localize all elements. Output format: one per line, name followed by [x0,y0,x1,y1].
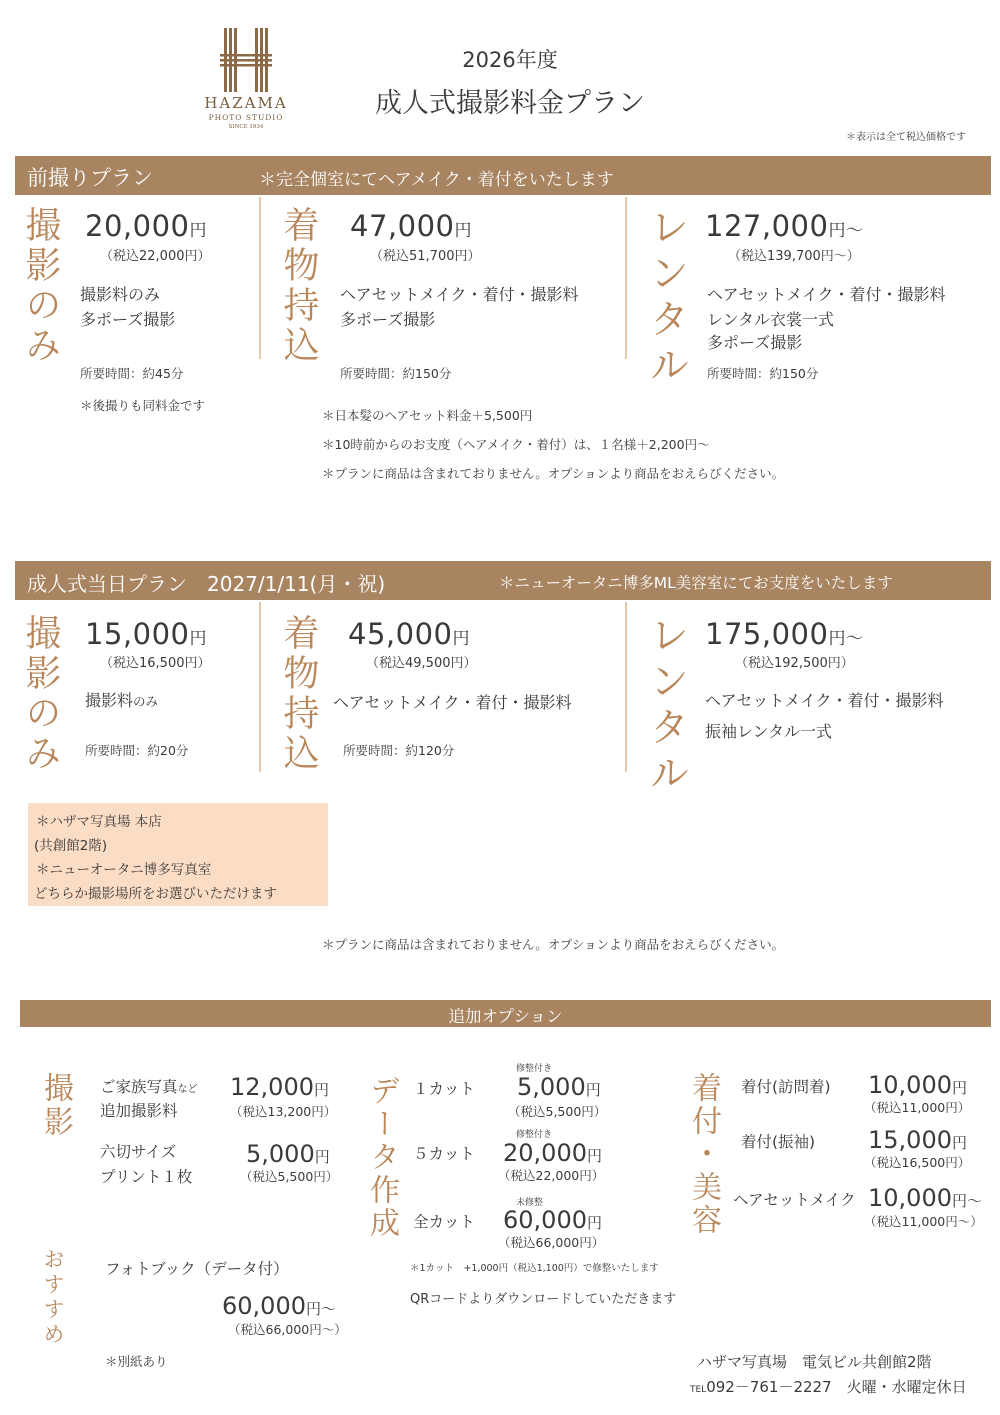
opt-dress-item2-tax: （税込16,500円） [864,1155,971,1170]
opt-data-note-2: QRコードよりダウンロードしていただきます [410,1292,677,1307]
pre-col2-price-value: 47,000 [350,209,455,243]
day-plan-band [15,561,991,600]
day-col1-line-main: 撮影料 [85,691,134,710]
opt-recommend-tax: （税込66,000円～） [228,1322,347,1337]
opt-photo-item1-name1-small: など [177,1084,198,1095]
logo [196,28,296,132]
opt-dress-item1-price-unit: 円 [951,1079,967,1097]
day-col2-label: 着物持込 [278,614,319,774]
opt-dress-item1-price [868,1071,967,1099]
day-col2-price-value: 45,000 [348,617,453,651]
opt-data-item1-price [517,1073,601,1101]
day-col3-price-value: 175,000 [705,617,829,651]
pre-col1-time: 所要時間：約45分 [80,366,184,381]
opt-data-item1-name: １カット [413,1080,475,1098]
day-col3-tax: （税込192,500円） [735,656,854,671]
day-col3-line2: 振袖レンタル一式 [705,722,832,741]
pre-col2-time: 所要時間：約150分 [340,366,452,381]
pre-col1-label: 撮影のみ [20,206,61,366]
pre-col1-price [85,209,207,243]
opt-dress-item1-tax: （税込11,000円） [864,1100,971,1115]
opt-dress-item3-price-unit: 円～ [951,1192,982,1210]
opt-photo-item2-price-unit: 円 [314,1148,330,1166]
opt-photo-item2-price-value: 5,000 [246,1140,315,1168]
pre-plan-title: 前撮りプラン [27,166,153,190]
opt-data-item3-tag: 未修整 [516,1198,544,1208]
pre-col1-line2: 多ポーズ撮影 [80,310,176,329]
pre-col3-tax: （税込139,700円～） [728,249,860,264]
pre-col1-tax: （税込22,000円） [100,249,211,264]
day-col3-line1: ヘアセットメイク・着付・撮影料 [705,691,944,710]
opt-photo-item2-price [246,1140,330,1168]
pre-col3-line2: レンタル衣裳一式 [707,310,834,329]
opt-data-item2-tag: 修整付き [516,1130,553,1140]
opt-photo-item1-price [230,1073,329,1101]
day-col1-label: 撮影のみ [20,614,61,774]
opt-photo-item1-tax: （税込13,200円） [230,1104,337,1119]
pre-col2-label: 着物持込 [278,206,319,366]
day-col1-price-value: 15,000 [85,617,190,651]
opt-photo-item1-name2: 追加撮影料 [100,1102,178,1120]
pre-col1-price-value: 20,000 [85,209,190,243]
day-col1-line-small: のみ [133,694,159,709]
opt-dress-item1-name: 着付(訪問着) [741,1078,831,1096]
opt-data-item1-price-value: 5,000 [517,1073,586,1101]
opt-data-item2-name: ５カット [413,1145,475,1163]
tax-note: ＊表示は全て税込価格です [846,132,966,143]
opt-dress-item3-name: ヘアセットメイク [733,1191,856,1209]
pre-col3-time: 所要時間：約150分 [707,366,819,381]
opt-data-note-1: ＊1カット +1,000円（税込1,100円）で修整いたします [410,1263,659,1274]
day-col3-label: レンタル [643,614,689,798]
pre-note-3: ＊プランに商品は含まれておりません。オプションより商品をおえらびください。 [322,466,785,481]
opt-photo-item1-name1 [100,1075,198,1097]
pre-plan-band [15,156,991,195]
opt-data-item3-price-value: 60,000 [503,1206,587,1234]
day-col3-price-unit: 円～ [828,629,864,649]
opt-photo-item1-price-value: 12,000 [230,1073,314,1101]
opt-photo-item2-name1: 六切サイズ [100,1143,177,1161]
opt-dress-item3-price-value: 10,000 [868,1184,952,1212]
opt-photo-item1-price-unit: 円 [313,1081,329,1099]
opt-data-label: データ作成 [364,1075,399,1240]
opt-data-item2-price-value: 20,000 [503,1139,587,1167]
day-col2-price-unit: 円 [452,629,470,649]
day-col1-time: 所要時間：約20分 [85,743,189,758]
options-title: 追加オプション [448,1007,563,1026]
day-col2-tax: （税込49,500円） [366,656,477,671]
day-col3-price [705,617,863,651]
pre-col1-line1: 撮影料のみ [80,285,161,304]
day-col1-tax: （税込16,500円） [100,656,211,671]
opt-data-item1-tax: （税込5,500円） [508,1104,607,1119]
opt-dress-item2-name: 着付(振袖) [741,1133,816,1151]
logo-since: SINCE 1934 [228,124,264,130]
logo-mark-icon [196,28,296,92]
opt-photo-item2-name2: プリント１枚 [100,1168,193,1186]
opt-dress-item2-price-value: 15,000 [868,1126,952,1154]
opt-data-item1-tag: 修整付き [516,1064,553,1074]
logo-name: HAZAMA [204,94,288,112]
pre-col3-line3: 多ポーズ撮影 [707,333,803,352]
location-line-3: ＊ニューオータニ博多写真室 [36,862,212,878]
opt-data-item2-tax: （税込22,000円） [498,1168,605,1183]
pre-col1-extra: ＊後撮りも同料金です [80,398,206,413]
location-line-4: どちらか撮影場所をお選びいただけます [34,886,277,902]
pre-col3-line1: ヘアセットメイク・着付・撮影料 [707,285,946,304]
pre-col2-price-unit: 円 [454,221,472,241]
opt-dress-item2-price [868,1126,967,1154]
day-plan-note: ＊ニューオータニ博多ML美容室にてお支度をいたします [499,574,893,592]
footer-tel-label: TEL [690,1385,707,1395]
footer-closed: 火曜・水曜定休日 [846,1378,967,1396]
footer-tel: 092－761－2227 [706,1378,832,1396]
day-col2-price [348,617,470,651]
logo-sub: PHOTO STUDIO [208,113,284,122]
opt-recommend-name: フォトブック（データ付） [105,1260,289,1278]
options-band [20,1000,991,1027]
opt-data-item3-name: 全カット [413,1213,475,1231]
opt-data-item1-price-unit: 円 [585,1081,601,1099]
opt-recommend-price [222,1292,336,1320]
day-divider-1 [259,602,261,772]
opt-dress-label: 着付・美容 [686,1072,721,1237]
opt-dress-item3-tax: （税込11,000円～） [864,1214,983,1229]
pre-col2-line1: ヘアセットメイク・着付・撮影料 [340,285,579,304]
pre-divider-1 [259,197,261,359]
opt-dress-item3-price [868,1184,982,1212]
opt-data-item3-price [503,1206,602,1234]
pre-note-2: ＊10時前からのお支度（ヘアメイク・着付）は、１名様＋2,200円～ [322,437,710,452]
pre-plan-note: ＊完全個室にてヘアメイク・着付をいたします [259,170,614,190]
opt-recommend-note: ＊別紙あり [105,1354,168,1369]
location-line-1: ＊ハザマ写真場 本店 [36,814,162,830]
opt-photo-item1-name1-main: ご家族写真 [100,1078,178,1096]
pre-col2-price [350,209,472,243]
day-col1-line [85,688,158,714]
header-year: 2026年度 [462,48,558,72]
day-col1-price-unit: 円 [189,629,207,649]
pre-col2-line2: 多ポーズ撮影 [340,310,436,329]
footer-address: ハザマ写真場 電気ビル共創館2階 [697,1353,932,1371]
pre-col1-price-unit: 円 [189,221,207,241]
pre-col3-price-value: 127,000 [705,209,829,243]
opt-recommend-price-unit: 円～ [305,1300,336,1318]
pre-note-1: ＊日本髪のヘアセット料金＋5,500円 [322,408,533,423]
opt-recommend-label: おすすめ [41,1248,65,1348]
day-divider-2 [625,602,627,772]
pre-divider-2 [625,197,627,359]
opt-data-item3-tax: （税込66,000円） [498,1235,605,1250]
opt-data-item2-price [503,1139,602,1167]
opt-dress-item2-price-unit: 円 [951,1134,967,1152]
pre-col2-tax: （税込51,700円） [370,249,481,264]
pre-col3-label: レンタル [643,206,689,390]
opt-data-item2-price-unit: 円 [586,1147,602,1165]
day-col2-line1: ヘアセットメイク・着付・撮影料 [333,693,572,712]
day-plan-title: 成人式当日プラン 2027/1/11(月・祝) [27,572,386,596]
day-col2-time: 所要時間：約120分 [343,743,455,758]
opt-data-item3-price-unit: 円 [586,1214,602,1232]
pre-col3-price-unit: 円～ [828,221,864,241]
location-box [28,803,328,906]
page-title: 成人式撮影料金プラン [375,88,645,119]
opt-dress-item1-price-value: 10,000 [868,1071,952,1099]
location-line-2: (共創館2階) [34,838,108,854]
opt-photo-label: 撮影 [38,1072,73,1140]
pre-col3-price [705,209,863,243]
opt-photo-item2-tax: （税込5,500円） [240,1169,339,1184]
day-note-2: ＊プランに商品は含まれておりません。オプションより商品をおえらびください。 [322,937,785,952]
day-col1-price [85,617,207,651]
footer-tel-row [690,1376,967,1397]
opt-recommend-price-value: 60,000 [222,1292,306,1320]
